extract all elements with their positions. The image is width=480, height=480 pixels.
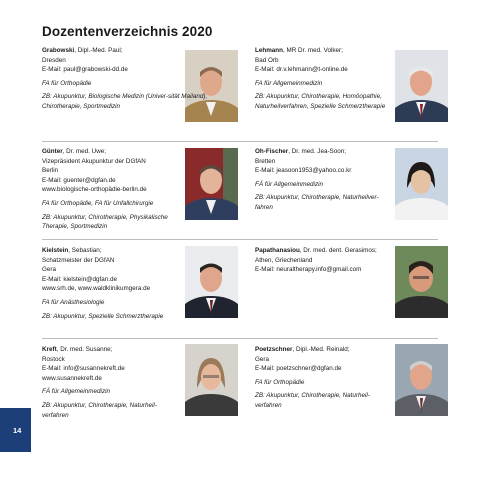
detail-line: Dresden: [42, 56, 66, 64]
divider: [42, 141, 438, 142]
specialty: FA für Allgemeinmedizin: [255, 79, 323, 87]
lecturer-entry: [42, 246, 247, 321]
lecturer-title: , Dr. med. Uwe;: [62, 148, 107, 155]
lecturer-name-line: [42, 246, 247, 256]
email-line[interactable]: E-Mail: kielstein@dgfan.de: [42, 275, 117, 283]
lecturer-surname: Oh-Fischer: [255, 148, 289, 155]
lecturer-title: , Dipl.-Med. Reinald;: [292, 346, 350, 353]
lecturer-name-line: [255, 246, 460, 256]
email-line[interactable]: E-Mail: poetzschner@dgfan.de: [255, 365, 342, 373]
lecturer-surname: Günter: [42, 148, 63, 155]
website-line[interactable]: www.srh.de, www.waldklinikumgera.de: [42, 285, 151, 293]
lecturer-entry: [255, 46, 460, 112]
specialty: FA für Orthopädie: [42, 79, 92, 87]
lecturer-entry: [42, 147, 247, 232]
focus-areas: ZB: Akupunktur, Chirotherapie, Physikalische Therapie, Sportmedizin: [42, 213, 168, 231]
page-number: 14: [13, 426, 22, 435]
detail-line: Berlin: [42, 167, 59, 175]
lecturer-name-line: [255, 345, 460, 355]
focus-areas: ZB: Akupunktur, Spezielle Schmerztherapie: [42, 312, 164, 320]
focus-areas: ZB: Akupunktur, Chirotherapie, Naturheil-verfahren: [42, 401, 157, 419]
detail-line: Bad Orb: [255, 56, 279, 64]
lecturer-surname: Kreft: [42, 346, 57, 353]
lecturer-name-line: [42, 345, 247, 355]
lecturer-title: , Dipl.-Med. Paul;: [74, 47, 123, 54]
website-line[interactable]: www.susannekreft.de: [42, 374, 102, 382]
lecturer-name-line: [255, 46, 460, 56]
specialty: FÄ für Allgemeinmedizin: [255, 180, 324, 188]
specialty: FÄ für Allgemeinmedizin: [42, 388, 111, 396]
lecturer-title: , Sebastian;: [68, 247, 102, 254]
detail-line: Vizepräsident Akupunktur der DGfAN: [42, 157, 146, 165]
lecturer-entry: [255, 147, 460, 213]
detail-line: Bretten: [255, 157, 276, 165]
email-line[interactable]: E-Mail: dr.v.lehmann@t-online.de: [255, 66, 348, 74]
lecturer-name-line: [42, 147, 247, 157]
lecturer-surname: Kielstein: [42, 247, 69, 254]
specialty: FA für Orthopädie, FA für Unfallchirurgie: [42, 199, 154, 207]
page-title: Dozentenverzeichnis 2020: [42, 24, 213, 39]
lecturer-name-line: [255, 147, 460, 157]
detail-line: Schatzmeister der DGfAN: [42, 256, 115, 264]
lecturer-entry: [42, 345, 247, 420]
page-number-tab: [0, 408, 31, 452]
focus-areas: ZB: Akupunktur, Biologische Medizin (Univer-sität Mailand), Chirotherapie, Sportmedizin: [42, 93, 208, 110]
email-line[interactable]: E-Mail: guenter@dgfan.de: [42, 176, 116, 184]
lecturer-entry: [255, 246, 460, 275]
website-line[interactable]: www.biologische-orthopädie-berlin.de: [42, 186, 147, 194]
lecturer-surname: Grabowski: [42, 47, 75, 54]
lecturer-title: , Dr. med. dent. Gerasimos;: [299, 247, 377, 254]
focus-areas: ZB: Akupunktur, Chirotherapie, Naturheilver-fahren: [255, 194, 379, 211]
lecturer-surname: Lehmann: [255, 47, 283, 54]
divider: [42, 338, 438, 339]
divider: [42, 239, 438, 240]
detail-line: Rostock: [42, 355, 65, 363]
lecturer-title: , Dr. med. Jea-Soon;: [288, 148, 346, 155]
email-line[interactable]: E-Mail: neuraltherapy.info@gmail.com: [255, 266, 362, 274]
detail-line: Gera: [255, 355, 269, 363]
email-line[interactable]: E-Mail: paul@grabowski-dd.de: [42, 66, 128, 74]
lecturer-surname: Papathanasiou: [255, 247, 300, 254]
focus-areas: ZB: Akupunktur, Chirotherapie, Naturheil-verfahren: [255, 392, 370, 409]
detail-line: Athen, Griechenland: [255, 256, 313, 264]
lecturer-entry: [255, 345, 460, 411]
lecturer-title: , Dr. med. Susanne;: [56, 346, 113, 353]
lecturer-entry: [42, 46, 247, 112]
email-line[interactable]: E-Mail: jeasoon1953@yahoo.co.kr: [255, 167, 352, 175]
detail-line: Gera: [42, 266, 56, 274]
lecturer-surname: Poetzschner: [255, 346, 293, 353]
lecturer-title: , MR Dr. med. Volker;: [283, 47, 343, 54]
email-line[interactable]: E-Mail: info@susannekreft.de: [42, 365, 125, 373]
specialty: FA für Orthopädie: [255, 378, 305, 386]
specialty: FA für Anästhesiologie: [42, 298, 105, 306]
lecturer-name-line: [42, 46, 247, 56]
focus-areas: ZB: Akupunktur, Chirotherapie, Homöopathie, Naturheilverfahren, Spezielle Schmerztherapie: [255, 93, 386, 110]
